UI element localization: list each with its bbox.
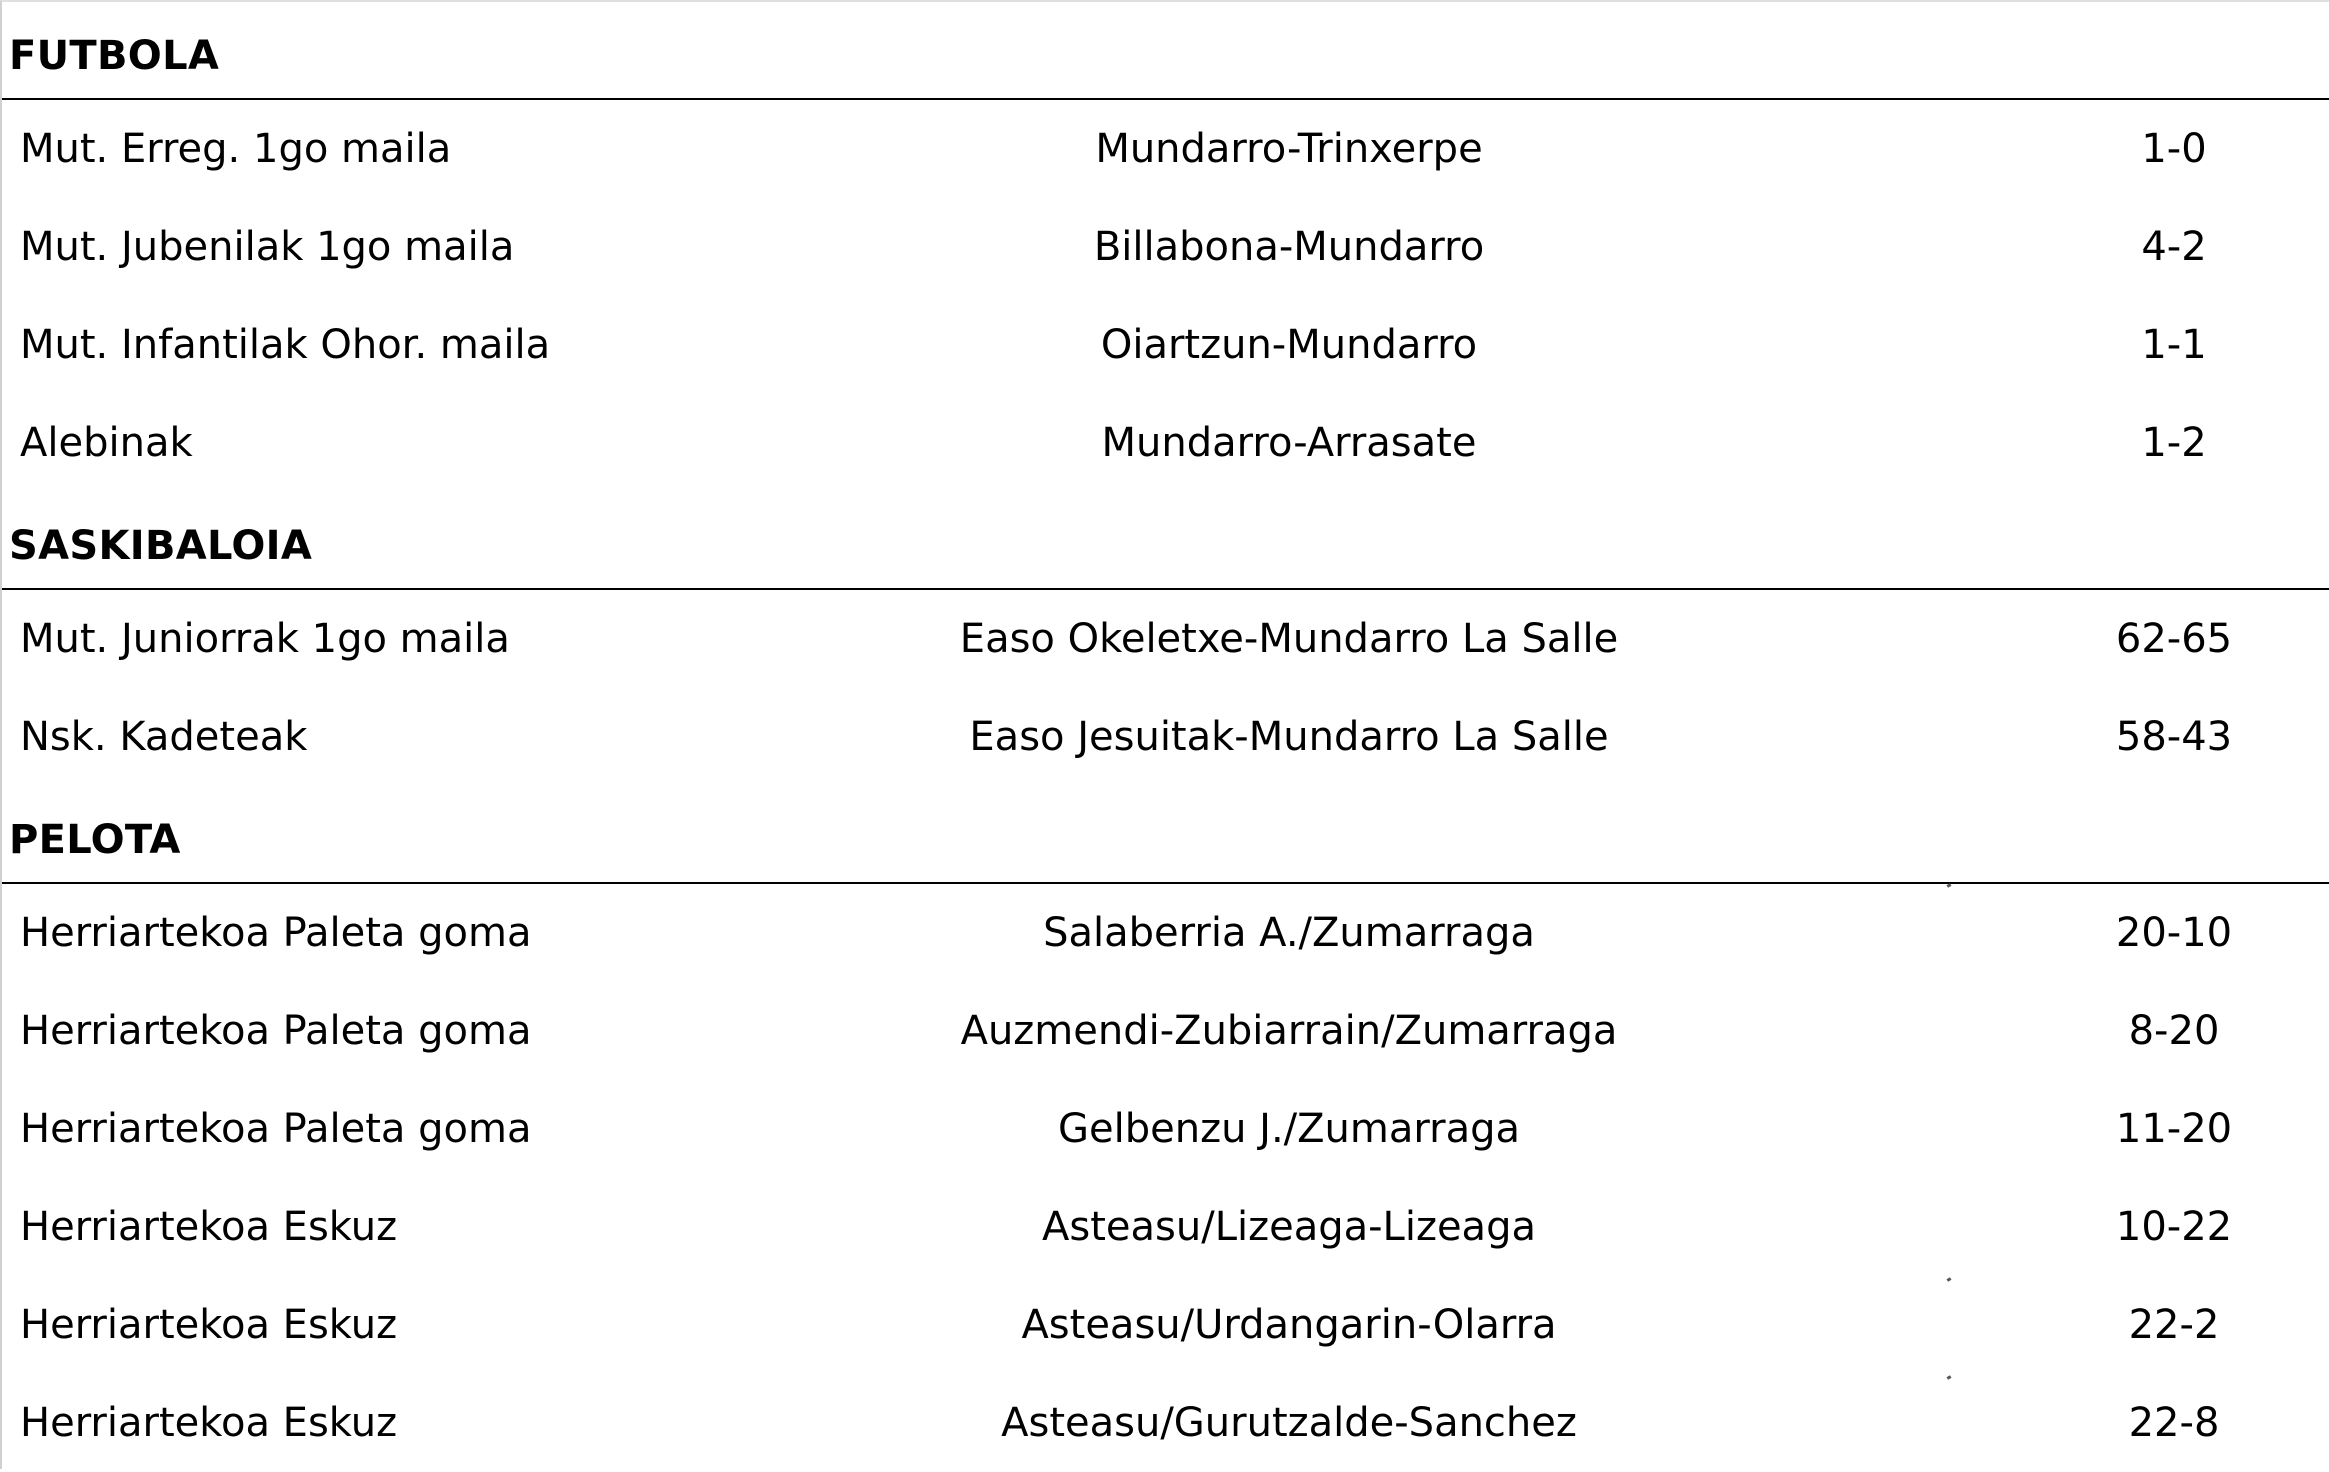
section-header-pelota xyxy=(2,786,2329,884)
match-cell: Gelbenzu J./Zumarraga xyxy=(1058,1106,1520,1152)
score-cell: 8-20 xyxy=(2128,1008,2220,1054)
match-cell: Auzmendi-Zubiarrain/Zumarraga xyxy=(960,1008,1618,1054)
score-cell: 10-22 xyxy=(2115,1204,2233,1250)
category-cell: Herriartekoa Eskuz xyxy=(20,1400,398,1446)
score-cell: 11-20 xyxy=(2115,1106,2233,1152)
score-cell: 22-8 xyxy=(2128,1400,2220,1446)
match-cell: Asteasu/Urdangarin-Olarra xyxy=(1021,1302,1557,1348)
match-cell: Mundarro-Trinxerpe xyxy=(1095,126,1483,172)
match-cell: Asteasu/Lizeaga-Lizeaga xyxy=(1042,1204,1536,1250)
table-row xyxy=(2,296,2329,394)
category-cell: Herriartekoa Eskuz xyxy=(20,1204,398,1250)
table-row xyxy=(2,1276,2329,1374)
category-cell: Herriartekoa Eskuz xyxy=(20,1302,398,1348)
table-row xyxy=(2,1374,2329,1472)
match-cell: Billabona-Mundarro xyxy=(1093,224,1485,270)
table-row xyxy=(2,590,2329,688)
category-cell: Mut. Jubenilak 1go maila xyxy=(20,224,515,270)
score-cell: 20-10 xyxy=(2115,910,2233,956)
match-cell: Easo Okeletxe-Mundarro La Salle xyxy=(959,616,1619,662)
match-cell: Oiartzun-Mundarro xyxy=(1100,322,1478,368)
match-cell: Asteasu/Gurutzalde-Sanchez xyxy=(1001,1400,1577,1446)
score-cell: 1-0 xyxy=(2141,126,2207,172)
table-row xyxy=(2,1080,2329,1178)
category-cell: Herriartekoa Paleta goma xyxy=(20,910,532,956)
table-row xyxy=(2,884,2329,982)
score-cell: 1-2 xyxy=(2141,420,2207,466)
section-header-saskibaloia xyxy=(2,492,2329,590)
score-cell: 22-2 xyxy=(2128,1302,2220,1348)
table-row xyxy=(2,198,2329,296)
match-cell: Salaberria A./Zumarraga xyxy=(1043,910,1535,956)
match-cell: Easo Jesuitak-Mundarro La Salle xyxy=(969,714,1609,760)
section-title: SASKIBALOIA xyxy=(9,523,313,569)
score-cell: 4-2 xyxy=(2141,224,2207,270)
score-cell: 62-65 xyxy=(2115,616,2233,662)
table-row xyxy=(2,688,2329,786)
table-row xyxy=(2,1178,2329,1276)
section-title: PELOTA xyxy=(9,817,181,863)
category-cell: Alebinak xyxy=(20,420,193,466)
table-row xyxy=(2,394,2329,492)
category-cell: Herriartekoa Paleta goma xyxy=(20,1008,532,1054)
category-cell: Mut. Juniorrak 1go maila xyxy=(20,616,510,662)
score-cell: 58-43 xyxy=(2115,714,2233,760)
table-row xyxy=(2,100,2329,198)
section-title: FUTBOLA xyxy=(9,33,220,79)
score-cell: 1-1 xyxy=(2141,322,2207,368)
category-cell: Mut. Erreg. 1go maila xyxy=(20,126,452,172)
category-cell: Mut. Infantilak Ohor. maila xyxy=(20,322,551,368)
section-header-futbola xyxy=(2,2,2329,100)
category-cell: Herriartekoa Paleta goma xyxy=(20,1106,532,1152)
table-row xyxy=(2,982,2329,1080)
match-cell: Mundarro-Arrasate xyxy=(1101,420,1477,466)
category-cell: Nsk. Kadeteak xyxy=(20,714,308,760)
